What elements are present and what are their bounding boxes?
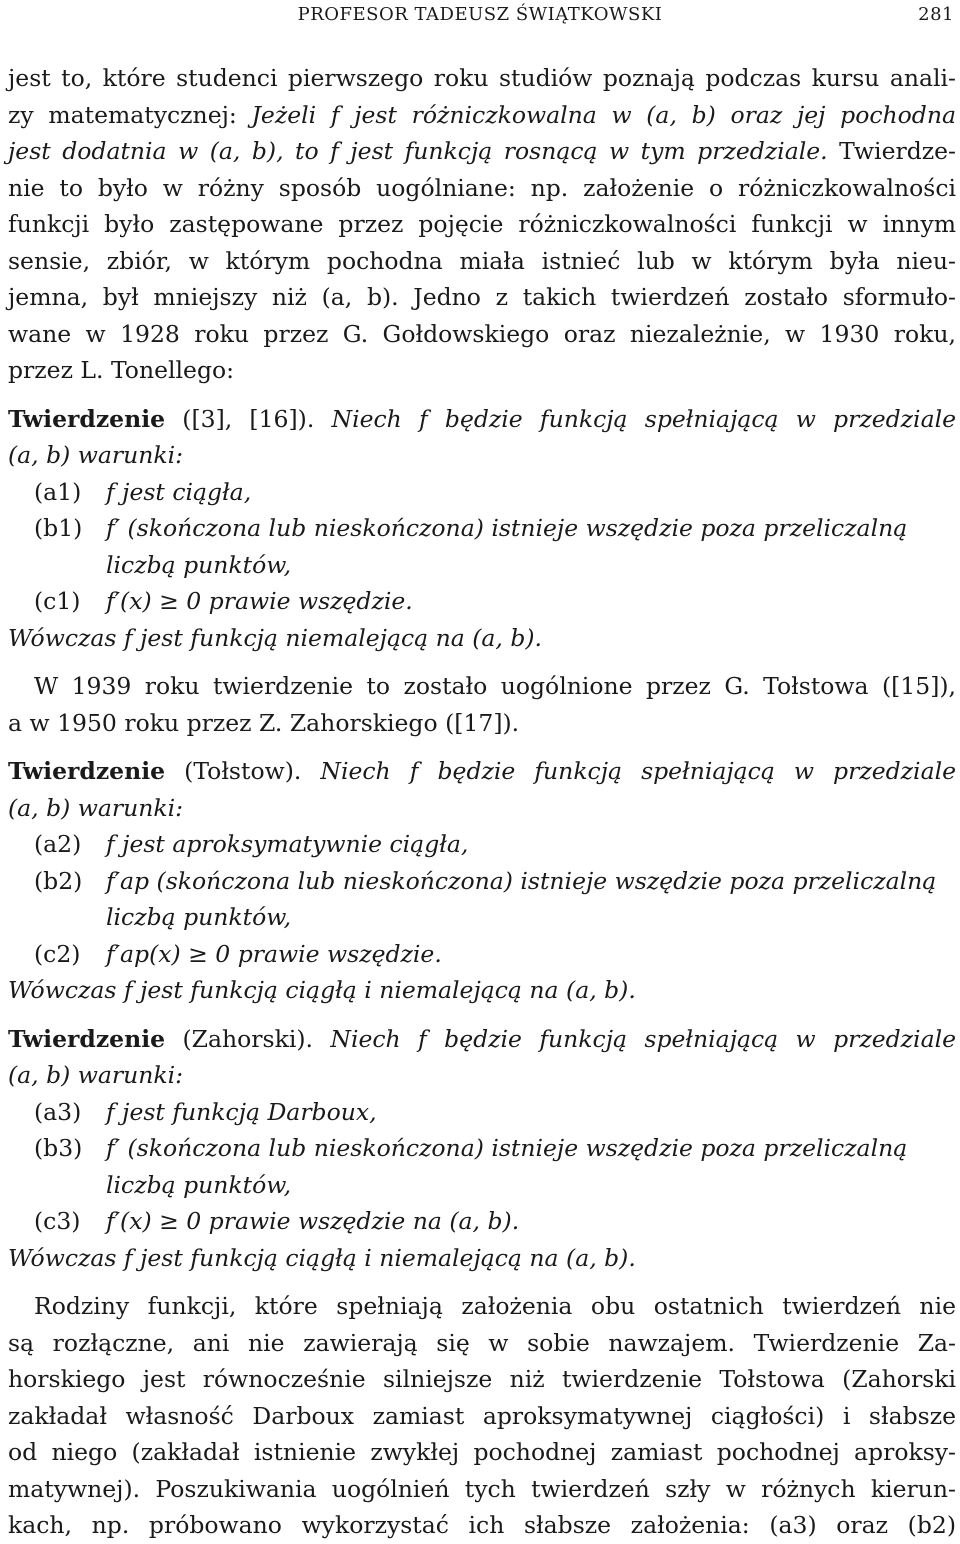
condition-label: (c1)	[34, 587, 81, 615]
condition-label: (b1)	[34, 514, 83, 542]
text-line: wane w 1928 roku przez G. Gołdowskiego oraz niezależnie, w 1930 roku,	[8, 319, 956, 348]
text-line: W 1939 roku twierdzenie to zostało uogólnione przez G. Tołstowa ([15]),	[34, 672, 956, 700]
condition	[8, 547, 956, 584]
theorem-title: Twierdzenie	[8, 404, 166, 433]
theorem-1	[8, 401, 956, 657]
theorem-2	[8, 753, 956, 1009]
text-line: od niego (zakładał istnienie zwykłej pochodnej zamiast pochodnej aproksy-	[8, 1438, 956, 1466]
condition	[8, 1094, 956, 1131]
theorem-heading	[8, 753, 956, 790]
page-body	[8, 60, 956, 1544]
theorem-statement: (a, b) warunki:	[8, 1061, 184, 1089]
condition	[8, 863, 956, 900]
theorem-title: Twierdzenie	[8, 1024, 166, 1053]
text-line: kach, np. próbowano wykorzystać ich słabsze założenia: (a3) oraz (b2)	[8, 1511, 956, 1539]
text-line: a w 1950 roku przez Z. Zahorskiego ([17]).	[8, 708, 520, 737]
condition-label: (a3)	[34, 1097, 82, 1126]
theorem-conclusion: Wówczas f jest funkcją ciągłą i niemalejącą na (a, b).	[8, 976, 636, 1004]
text-line	[8, 97, 956, 134]
theorem-title: Twierdzenie	[8, 757, 166, 785]
text-line: zakładał własność Darboux zamiast aproksymatywnej ciągłości) i słabsze	[8, 1401, 956, 1430]
condition	[8, 899, 956, 936]
condition	[8, 1203, 956, 1240]
between-paragraph	[8, 668, 956, 741]
condition	[8, 510, 956, 547]
text-line	[8, 133, 956, 170]
intro-paragraph	[8, 60, 956, 389]
text-line: sensie, zbiór, w którym pochodna miała istnieć lub w którym była nieu-	[8, 246, 956, 275]
condition-label: (c3)	[34, 1207, 81, 1235]
text-line: funkcji było zastępowane przez pojęcie różniczkowalności funkcji w innym	[8, 210, 956, 238]
italic-span: jest dodatnia w	[8, 137, 210, 165]
theorem-statement: Niech f będzie funkcją spełniającą w przedziale	[320, 757, 956, 785]
condition-label: (a1)	[34, 477, 82, 506]
text-line: jemna, był mniejszy niż (a, b). Jedno z takich twierdzeń zostało sformuło-	[8, 283, 956, 311]
text-line: są rozłączne, ani nie zawierają się w sobie nawzajem. Twierdzenie Za-	[8, 1328, 956, 1357]
condition-text: f jest funkcją Darboux,	[106, 1097, 377, 1126]
theorem-3	[8, 1021, 956, 1277]
condition	[8, 474, 956, 511]
condition	[8, 1130, 956, 1167]
running-title: PROFESOR TADEUSZ ŚWIĄTKOWSKI	[297, 4, 663, 25]
italic-span: Jeżeli f jest różniczkowalna w (a, b) oraz jej pochodna	[251, 100, 956, 129]
theorem-heading	[8, 1021, 956, 1058]
condition-text: liczbą punktów,	[106, 1170, 292, 1199]
theorem-statement: (a, b) warunki:	[8, 441, 184, 469]
text-line: Rodziny funkcji, które spełniają założenia obu ostatnich twierdzeń nie	[34, 1292, 956, 1320]
condition-label: (b2)	[34, 866, 83, 895]
page-number: 281	[918, 4, 954, 25]
condition-text: f′ (skończona lub nieskończona) istnieje wszędzie poza przeliczalną	[106, 514, 908, 542]
text-span: Twierdze-	[827, 137, 956, 165]
theorem-statement: Niech f będzie funkcją spełniającą w przedziale	[331, 404, 956, 433]
theorem-ref: (Zahorski).	[165, 1024, 331, 1053]
condition-text: f jest ciągła,	[106, 477, 252, 506]
italic-span: (a, b), to f jest funkcją rosnącą w tym przedziale.	[209, 137, 828, 165]
theorem-heading	[8, 401, 956, 438]
theorem-statement: (a, b) warunki:	[8, 793, 184, 822]
theorem-conclusion: Wówczas f jest funkcją niemalejącą na (a, b).	[8, 623, 543, 652]
condition	[8, 1167, 956, 1204]
condition-text: f′ap (skończona lub nieskończona) istnieje wszędzie poza przeliczalną	[106, 866, 937, 895]
condition-text: liczbą punktów,	[106, 550, 292, 579]
text-line: matywnej). Poszukiwania uogólnień tych twierdzeń szły w różnych kierun-	[8, 1474, 956, 1503]
text-span: zy matematycznej:	[8, 100, 252, 129]
condition-label: (a2)	[34, 830, 82, 858]
condition	[8, 936, 956, 973]
theorem-ref: (Tołstow).	[165, 757, 321, 785]
condition-text: f′ap(x) ≥ 0 prawie wszędzie.	[106, 939, 442, 968]
theorem-ref: ([3], [16]).	[165, 404, 332, 433]
condition	[8, 826, 956, 863]
condition-text: f′(x) ≥ 0 prawie wszędzie.	[106, 587, 413, 615]
closing-paragraph	[8, 1288, 956, 1544]
condition-label: (c2)	[34, 939, 81, 968]
theorem-conclusion: Wówczas f jest funkcją ciągłą i niemalejącą na (a, b).	[8, 1243, 636, 1272]
page-header	[0, 4, 960, 30]
text-line: nie to było w różny sposób uogólniane: np. założenie o różniczkowalności	[8, 173, 956, 202]
condition-label: (b3)	[34, 1134, 83, 1162]
theorem-statement: Niech f będzie funkcją spełniającą w przedziale	[330, 1024, 957, 1053]
text-line: horskiego jest równocześnie silniejsze niż twierdzenie Tołstowa (Zahorski	[8, 1365, 956, 1393]
condition-text: f jest aproksymatywnie ciągła,	[106, 830, 469, 858]
condition	[8, 583, 956, 620]
text-line: jest to, które studenci pierwszego roku studiów poznają podczas kursu anali-	[8, 64, 956, 92]
condition-text: liczbą punktów,	[106, 903, 292, 931]
condition-text: f′ (skończona lub nieskończona) istnieje wszędzie poza przeliczalną	[106, 1134, 908, 1162]
condition-text: f′(x) ≥ 0 prawie wszędzie na (a, b).	[106, 1207, 520, 1235]
text-line: przez L. Tonellego:	[8, 356, 235, 384]
